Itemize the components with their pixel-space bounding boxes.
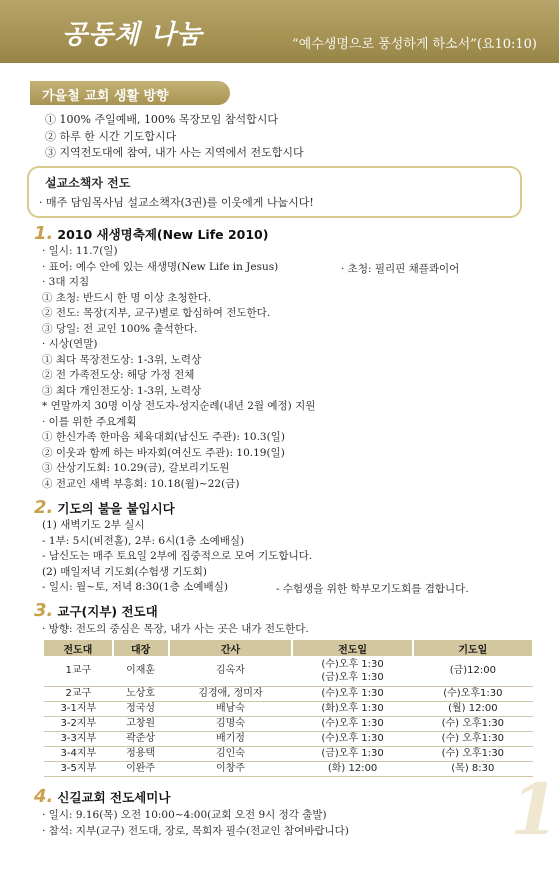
text-line: - 1부: 5시(비전홀), 2부: 6시(1층 소예배실) <box>42 534 245 547</box>
text-line: (2) 매일저녁 기도회(수험생 기도회) <box>42 565 207 578</box>
section-title: 교구(지부) 전도대 <box>57 604 158 619</box>
section-title: 기도의 불을 붙입시다 <box>57 501 175 516</box>
section-1-body <box>42 244 315 492</box>
section-2-body <box>42 518 312 596</box>
table-cell: (수) 오후1:30 <box>413 731 533 746</box>
table-cell: (수)오후1:30 <box>413 686 533 701</box>
table-cell: 김옥자 <box>169 656 293 686</box>
section-2-note: - 수험생을 위한 학부모기도회를 겸합니다. <box>276 583 469 595</box>
table-cell: 1교구 <box>44 656 113 686</box>
section-2-heading <box>34 497 175 518</box>
table-cell: 곽준상 <box>113 731 169 746</box>
text-line: · 표어: 예수 안에 있는 새생명(New Life in Jesus) <box>42 260 279 273</box>
text-line: - 남신도는 매주 토요일 2부에 집중적으로 모여 기도합니다. <box>42 550 313 562</box>
text-line: · 일시: 11.7(일) <box>42 245 118 257</box>
table-cell: 2교구 <box>44 686 113 701</box>
text-line: * 연말까지 30명 이상 전도자-성지순례(내년 2월 예정) 지원 <box>42 400 316 412</box>
text-line: · 일시: 9.16(목) 오전 10:00~4:00(교회 오전 9시 정각 출발) <box>42 809 327 821</box>
table-row <box>44 731 533 746</box>
table-cell: 배남숙 <box>169 701 293 716</box>
page-title: 공동체 나눔 <box>62 20 203 50</box>
column-header: 기도일 <box>413 640 533 656</box>
table-row <box>44 686 533 701</box>
text-line: ① 초청: 반드시 한 명 이상 초청한다. <box>42 291 212 304</box>
table-cell: (수) 오후1:30 <box>413 716 533 731</box>
header-banner <box>0 0 559 63</box>
text-line: ③ 당일: 전 교인 100% 출석한다. <box>42 322 198 335</box>
list-item: ③ 지역전도대에 참여, 내가 사는 지역에서 전도합시다 <box>45 146 304 159</box>
booklet-callout <box>27 166 522 218</box>
direction-list <box>45 112 304 162</box>
table-cell: 김인숙 <box>169 746 293 761</box>
table-cell: 김명숙 <box>169 716 293 731</box>
table-cell: (화)오후 1:30 <box>292 701 412 716</box>
table-cell: 이재훈 <box>113 656 169 686</box>
section-number: 3. <box>34 600 54 621</box>
table-cell: 3-3지부 <box>44 731 113 746</box>
table-cell: (월) 12:00 <box>413 701 533 716</box>
table-header-row <box>44 640 533 656</box>
table-row <box>44 746 533 761</box>
section-number: 1. <box>34 223 54 244</box>
section-4-heading <box>34 786 170 807</box>
text-line: ③ 최다 개인전도상: 1-3위, 노력상 <box>42 384 202 397</box>
table-cell: 3-1지부 <box>44 701 113 716</box>
table-cell: (금)12:00 <box>413 656 533 686</box>
section-title: 2010 새생명축제(New Life 2010) <box>57 227 269 242</box>
table-cell: (수) 오후1:30 <box>413 746 533 761</box>
schedule-table <box>44 640 534 777</box>
text-line: ② 이웃과 함께 하는 바자회(여신도 주관): 10.19(일) <box>42 446 285 459</box>
text-line: · 이를 위한 주요계획 <box>42 415 137 428</box>
policy-line: · 방향: 전도의 중심은 목장, 내가 사는 곳은 내가 전도한다. <box>42 623 309 635</box>
table-cell: 고창원 <box>113 716 169 731</box>
list-item: ① 100% 주일예배, 100% 목장모임 참석합시다 <box>45 113 279 126</box>
table-cell: (수)오후 1:30 <box>292 716 412 731</box>
text-line: · 3대 지침 <box>42 276 90 288</box>
table-cell: (금)오후 1:30 <box>292 746 412 761</box>
column-header: 대장 <box>113 640 169 656</box>
table-cell: 3-4지부 <box>44 746 113 761</box>
table-cell: 이완주 <box>113 761 169 776</box>
text-line: ④ 전교인 새벽 부흥회: 10.18(월)~22(금) <box>42 477 240 490</box>
text-line: ② 전 가족전도상: 해당 가정 전체 <box>42 369 195 381</box>
direction-title: 가을철 교회 생활 방향 <box>30 81 230 105</box>
text-line: · 참석: 지부(교구) 전도대, 장로, 목회자 필수(전교인 참여바랍니다) <box>42 824 349 837</box>
booklet-title: 설교소책자 전도 <box>45 176 131 190</box>
booklet-text: · 매주 담임목사님 설교소책자(3권)를 이웃에게 나눕시다! <box>39 196 314 209</box>
header-verse: “예수생명으로 풍성하게 하소서”(요10:10) <box>292 37 537 52</box>
text-line: - 일시: 월~토, 저녁 8:30(1층 소예배실) <box>42 581 228 593</box>
table-row <box>44 701 533 716</box>
column-header: 간사 <box>169 640 293 656</box>
page-number: 1 <box>510 768 559 851</box>
table-cell: 김경애, 정미자 <box>169 686 293 701</box>
section-3-policy <box>42 622 309 638</box>
section-4-body <box>42 808 349 839</box>
table-cell: 이창주 <box>169 761 293 776</box>
table-cell: (수)오후 1:30 (금)오후 1:30 <box>292 656 412 686</box>
table-row <box>44 656 533 686</box>
table-cell: 노상호 <box>113 686 169 701</box>
table-cell: 배기정 <box>169 731 293 746</box>
text-line: (1) 새벽기도 2부 실시 <box>42 519 145 531</box>
section-3-heading <box>34 600 158 621</box>
text-line: ② 전도: 목장(지부, 교구)별로 합심하여 전도한다. <box>42 307 271 319</box>
table-cell: 정국성 <box>113 701 169 716</box>
list-item: ② 하루 한 시간 기도합시다 <box>45 129 177 143</box>
table-cell: (목) 8:30 <box>413 761 533 776</box>
text-line: ③ 산상기도회: 10.29(금), 갈보리기도원 <box>42 462 230 474</box>
section-number: 4. <box>34 786 54 807</box>
table-cell: (수)오후 1:30 <box>292 686 412 701</box>
table-cell: (수)오후 1:30 <box>292 731 412 746</box>
table-cell: 3-2지부 <box>44 716 113 731</box>
section-number: 2. <box>34 497 54 518</box>
column-header: 전도대 <box>44 640 113 656</box>
table-row <box>44 761 533 776</box>
table-cell: (화) 12:00 <box>292 761 412 776</box>
column-header: 전도일 <box>292 640 412 656</box>
table-cell: 3-5지부 <box>44 761 113 776</box>
section-1-invite: · 초청: 필리핀 채플콰이어 <box>341 263 460 275</box>
section-title: 신길교회 전도세미나 <box>57 790 171 805</box>
section-1-heading <box>34 223 268 244</box>
text-line: · 시상(연말) <box>42 338 98 350</box>
table-cell: 정용택 <box>113 746 169 761</box>
text-line: ① 최다 목장전도상: 1-3위, 노력상 <box>42 353 202 366</box>
table-row <box>44 716 533 731</box>
text-line: ① 한신가족 한마음 체육대회(남신도 주관): 10.3(일) <box>42 431 285 443</box>
